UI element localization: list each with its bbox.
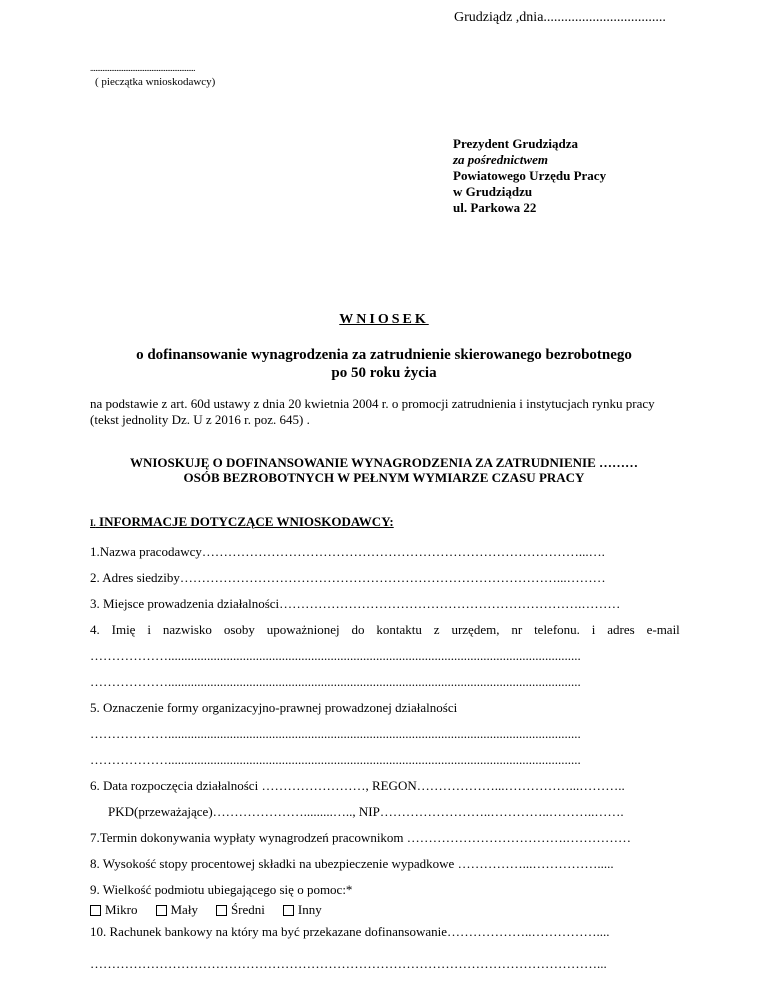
field-start-date-regon[interactable]: 6. Data rozpoczęcia działalności ……………………, REGON………………...……………...………..: [90, 778, 625, 793]
request-line: WNIOSKUJĘ O DOFINANSOWANIE WYNAGRODZENIA ZA ZATRUDNIENIE ………: [129, 455, 639, 470]
word: i: [147, 622, 151, 637]
field-legal-form-line[interactable]: ………………...............................................................................................................................: [90, 752, 581, 767]
document-title: WNIOSEK: [339, 312, 429, 327]
addressee-line: za pośrednictwem: [453, 152, 548, 167]
checkbox-icon[interactable]: [283, 905, 294, 916]
word: kontaktu: [376, 622, 422, 637]
subtitle-line: o dofinansowanie wynagrodzenia za zatrudnienie skierowanego bezrobotnego: [136, 347, 632, 363]
addressee-line: Powiatowego Urzędu Pracy: [453, 168, 607, 183]
field-bank-account[interactable]: 10. Rachunek bankowy na który ma być przekazane dofinansowanie………………..……………....: [90, 924, 610, 939]
word: do: [351, 622, 365, 637]
field-contact-line[interactable]: ………………...............................................................................................................................: [90, 674, 581, 689]
checkbox-icon[interactable]: [216, 905, 227, 916]
option-mikro[interactable]: [90, 902, 138, 918]
word: osoby: [223, 622, 255, 637]
enterprise-size-options: [90, 902, 322, 918]
field-accident-rate[interactable]: 8. Wysokość stopy procentowej składki na ubezpieczenie wypadkowe ……………...…………….....: [90, 856, 614, 871]
word: nr: [511, 622, 523, 637]
section-title: INFORMACJE DOTYCZĄCE WNIOSKODAWCY:: [99, 514, 394, 529]
request-line: OSÓB BEZROBOTNYCH W PEŁNYM WYMIARZE CZASU PRACY: [183, 470, 585, 485]
addressee-block: [453, 136, 606, 216]
option-label: Mikro: [105, 902, 138, 917]
place-date-line: Grudziądz ,dnia...................................: [454, 10, 666, 25]
field-payment-date[interactable]: 7.Termin dokonywania wypłaty wynagrodzeń pracownikom ……………………………….……………: [90, 830, 632, 845]
word: i: [591, 622, 596, 637]
section-heading: [90, 514, 394, 530]
option-label: Średni: [230, 902, 265, 917]
document-subtitle: [0, 346, 768, 382]
field-contact-person-label: [90, 622, 680, 638]
option-sredni[interactable]: [216, 902, 265, 918]
word: adres: [607, 622, 635, 637]
field-address[interactable]: 2. Adres siedziby……………………………………………………………………………...………: [90, 570, 606, 585]
word: Imię: [111, 622, 136, 637]
field-legal-form-label: 5. Oznaczenie formy organizacyjno-prawnej prowadzonej działalności: [90, 700, 458, 715]
word: telefonu.: [534, 622, 580, 637]
word: 4.: [90, 622, 100, 637]
option-inny[interactable]: [283, 902, 322, 918]
option-label: Mały: [170, 902, 198, 917]
word: z: [433, 622, 440, 637]
field-contact-line[interactable]: ………………...............................................................................................................................: [90, 648, 581, 663]
word: nazwisko: [162, 622, 212, 637]
addressee-line: Prezydent Grudziądza: [453, 136, 579, 151]
field-pkd-nip[interactable]: PKD(przeważające)………………….........….., NIP……………………..…………..………..…….: [108, 804, 624, 819]
word: upoważnionej: [266, 622, 340, 637]
stamp-label: ( pieczątka wnioskodawcy): [95, 76, 216, 88]
field-employer-name[interactable]: 1.Nazwa pracodawcy……………………………………………………………………………...….: [90, 544, 605, 559]
checkbox-icon[interactable]: [90, 905, 101, 916]
field-bank-account-line[interactable]: ………………………………………………………………………………………………………...: [90, 956, 607, 971]
request-statement: [0, 455, 768, 485]
stamp-dotted-line: ............................................................: [90, 63, 195, 73]
field-enterprise-size-label: 9. Wielkość podmiotu ubiegającego się o pomoc:*: [90, 882, 353, 897]
word: urzędem,: [451, 622, 500, 637]
addressee-line: w Grudziądzu: [453, 184, 533, 199]
checkbox-icon[interactable]: [156, 905, 167, 916]
field-business-location[interactable]: 3. Miejsce prowadzenia działalności…………………………………………………………….………: [90, 596, 621, 611]
word: e-mail: [646, 622, 680, 637]
field-legal-form-line[interactable]: ………………...............................................................................................................................: [90, 726, 581, 741]
legal-basis: na podstawie z art. 60d ustawy z dnia 20 kwietnia 2004 r. o promocji zatrudnienia i instytucjach rynku pracy (tekst jednolity Dz. U z 2016 r. poz. 645) .: [90, 396, 655, 427]
subtitle-line: po 50 roku życia: [331, 365, 437, 381]
section-number: I.: [90, 518, 96, 528]
option-maly[interactable]: [156, 902, 198, 918]
addressee-line: ul. Parkowa 22: [453, 200, 537, 215]
option-label: Inny: [297, 902, 322, 917]
